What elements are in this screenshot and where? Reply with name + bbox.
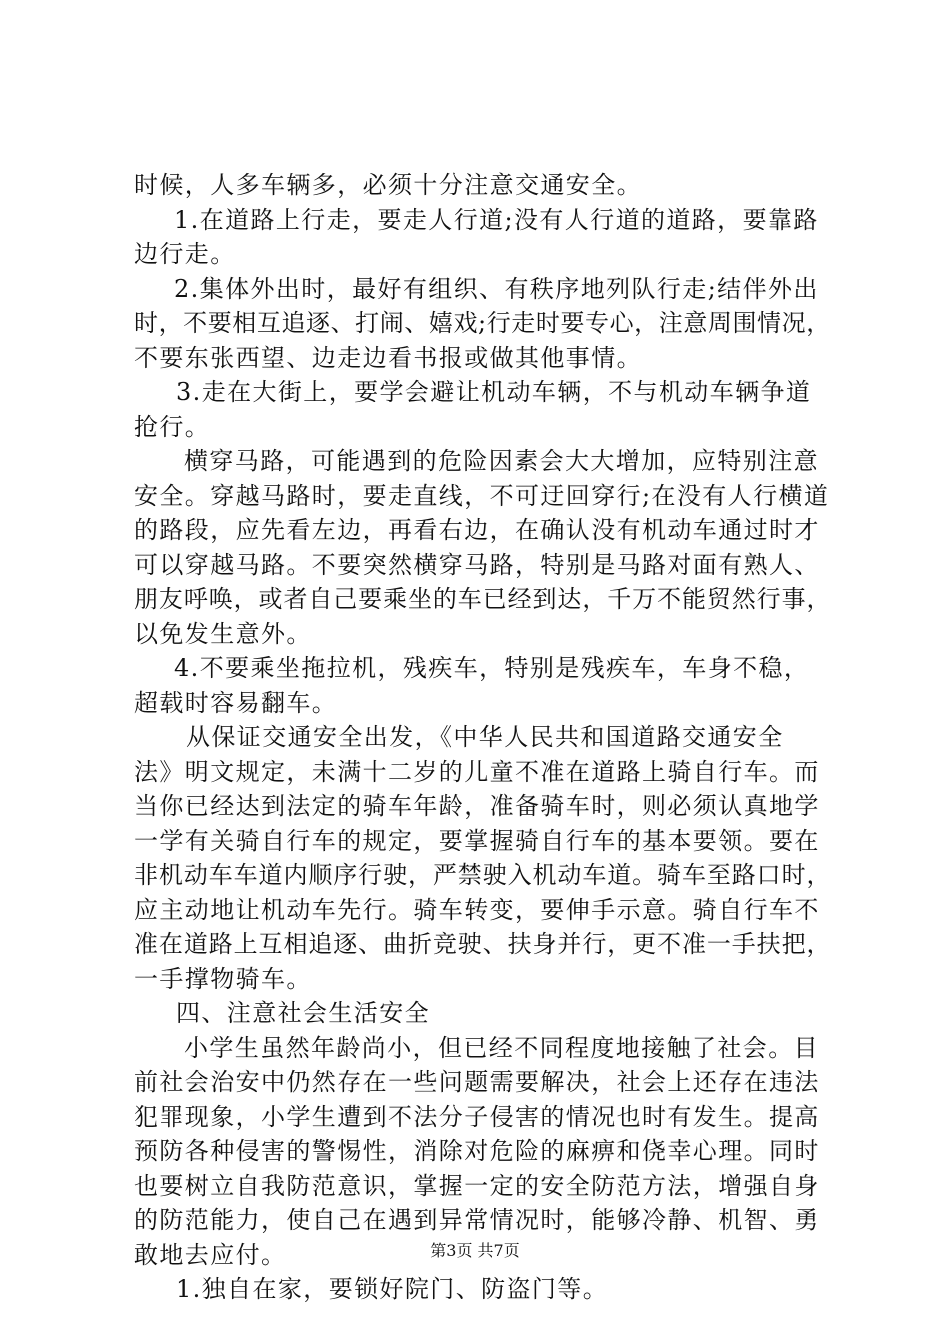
text-line: 时，不要相互追逐、打闹、嬉戏;行走时要专心，注意周围情况，: [134, 309, 831, 337]
text-line: 犯罪现象，小学生遭到不法分子侵害的情况也时有发生。提高: [134, 1102, 820, 1131]
text-line: 超载时容易翻车。: [134, 688, 338, 717]
text-line: 当你已经达到法定的骑车年龄，准备骑车时，则必须认真地学: [134, 792, 820, 820]
text-line: 抢行。: [134, 412, 211, 441]
text-line: 不要东张西望、边走边看书报或做其他事情。: [134, 343, 642, 372]
text-line: 从保证交通安全出发，《中华人民共和国道路交通安全: [186, 723, 784, 751]
document-body: [134, 168, 834, 1307]
text-line: 可以穿越马路。不要突然横穿马路，特别是马路对面有熟人、: [134, 550, 820, 579]
text-line: 法》明文规定，未满十二岁的儿童不准在道路上骑自行车。而: [134, 757, 820, 786]
text-line: 预防各种侵害的警惕性，消除对危险的麻痹和侥幸心理。同时: [134, 1137, 820, 1165]
text-line: 1.在道路上行走，要走人行道;没有人行道的道路，要靠路: [174, 205, 819, 234]
text-line: 四、注意社会生活安全: [176, 999, 430, 1027]
text-line: 1.独自在家，要锁好院门、防盗门等。: [176, 1275, 609, 1303]
text-line: 4.不要乘坐拖拉机，残疾车，特别是残疾车，车身不稳，: [174, 654, 810, 682]
text-line: 的路段，应先看左边，再看右边，在确认没有机动车通过时才: [134, 516, 820, 544]
text-line: 以免发生意外。: [134, 619, 312, 648]
text-line: 横穿马路，可能遇到的危险因素会大大增加，应特别注意: [184, 447, 819, 475]
text-line: 应主动地让机动车先行。骑车转变，要伸手示意。骑自行车不: [134, 895, 820, 924]
text-line: 也要树立自我防范意识，掌握一定的安全防范方法，增强自身: [134, 1171, 820, 1200]
text-line: 2.集体外出时，最好有组织、有秩序地列队行走;结伴外出: [174, 274, 819, 303]
text-line: 边行走。: [134, 240, 236, 268]
page-footer: 第3页 共7页: [430, 1241, 520, 1260]
text-line: 朋友呼唤，或者自己要乘坐的车已经到达，千万不能贸然行事，: [134, 585, 832, 613]
text-line: 准在道路上互相追逐、曲折竞驶、扶身并行，更不准一手扶把，: [134, 930, 832, 958]
text-line: 敢地去应付。: [134, 1240, 287, 1269]
text-line: 安全。穿越马路时，要走直线，不可迂回穿行;在没有人行横道: [134, 481, 830, 510]
text-line: 一手撑物骑车。: [134, 964, 312, 993]
text-line: 小学生虽然年龄尚小，但已经不同程度地接触了社会。目: [184, 1033, 819, 1062]
text-line: 非机动车车道内顺序行驶，严禁驶入机动车道。骑车至路口时，: [134, 861, 832, 889]
text-line: 3.走在大街上，要学会避让机动车辆，不与机动车辆争道: [176, 378, 812, 406]
text-line: 前社会治安中仍然存在一些问题需要解决，社会上还存在违法: [134, 1068, 820, 1096]
text-line: 一学有关骑自行车的规定，要掌握骑自行车的基本要领。要在: [134, 826, 820, 855]
text-line: 的防范能力，使自己在遇到异常情况时，能够冷静、机智、勇: [134, 1206, 820, 1234]
text-line: 时候，人多车辆多，必须十分注意交通安全。: [134, 171, 642, 199]
